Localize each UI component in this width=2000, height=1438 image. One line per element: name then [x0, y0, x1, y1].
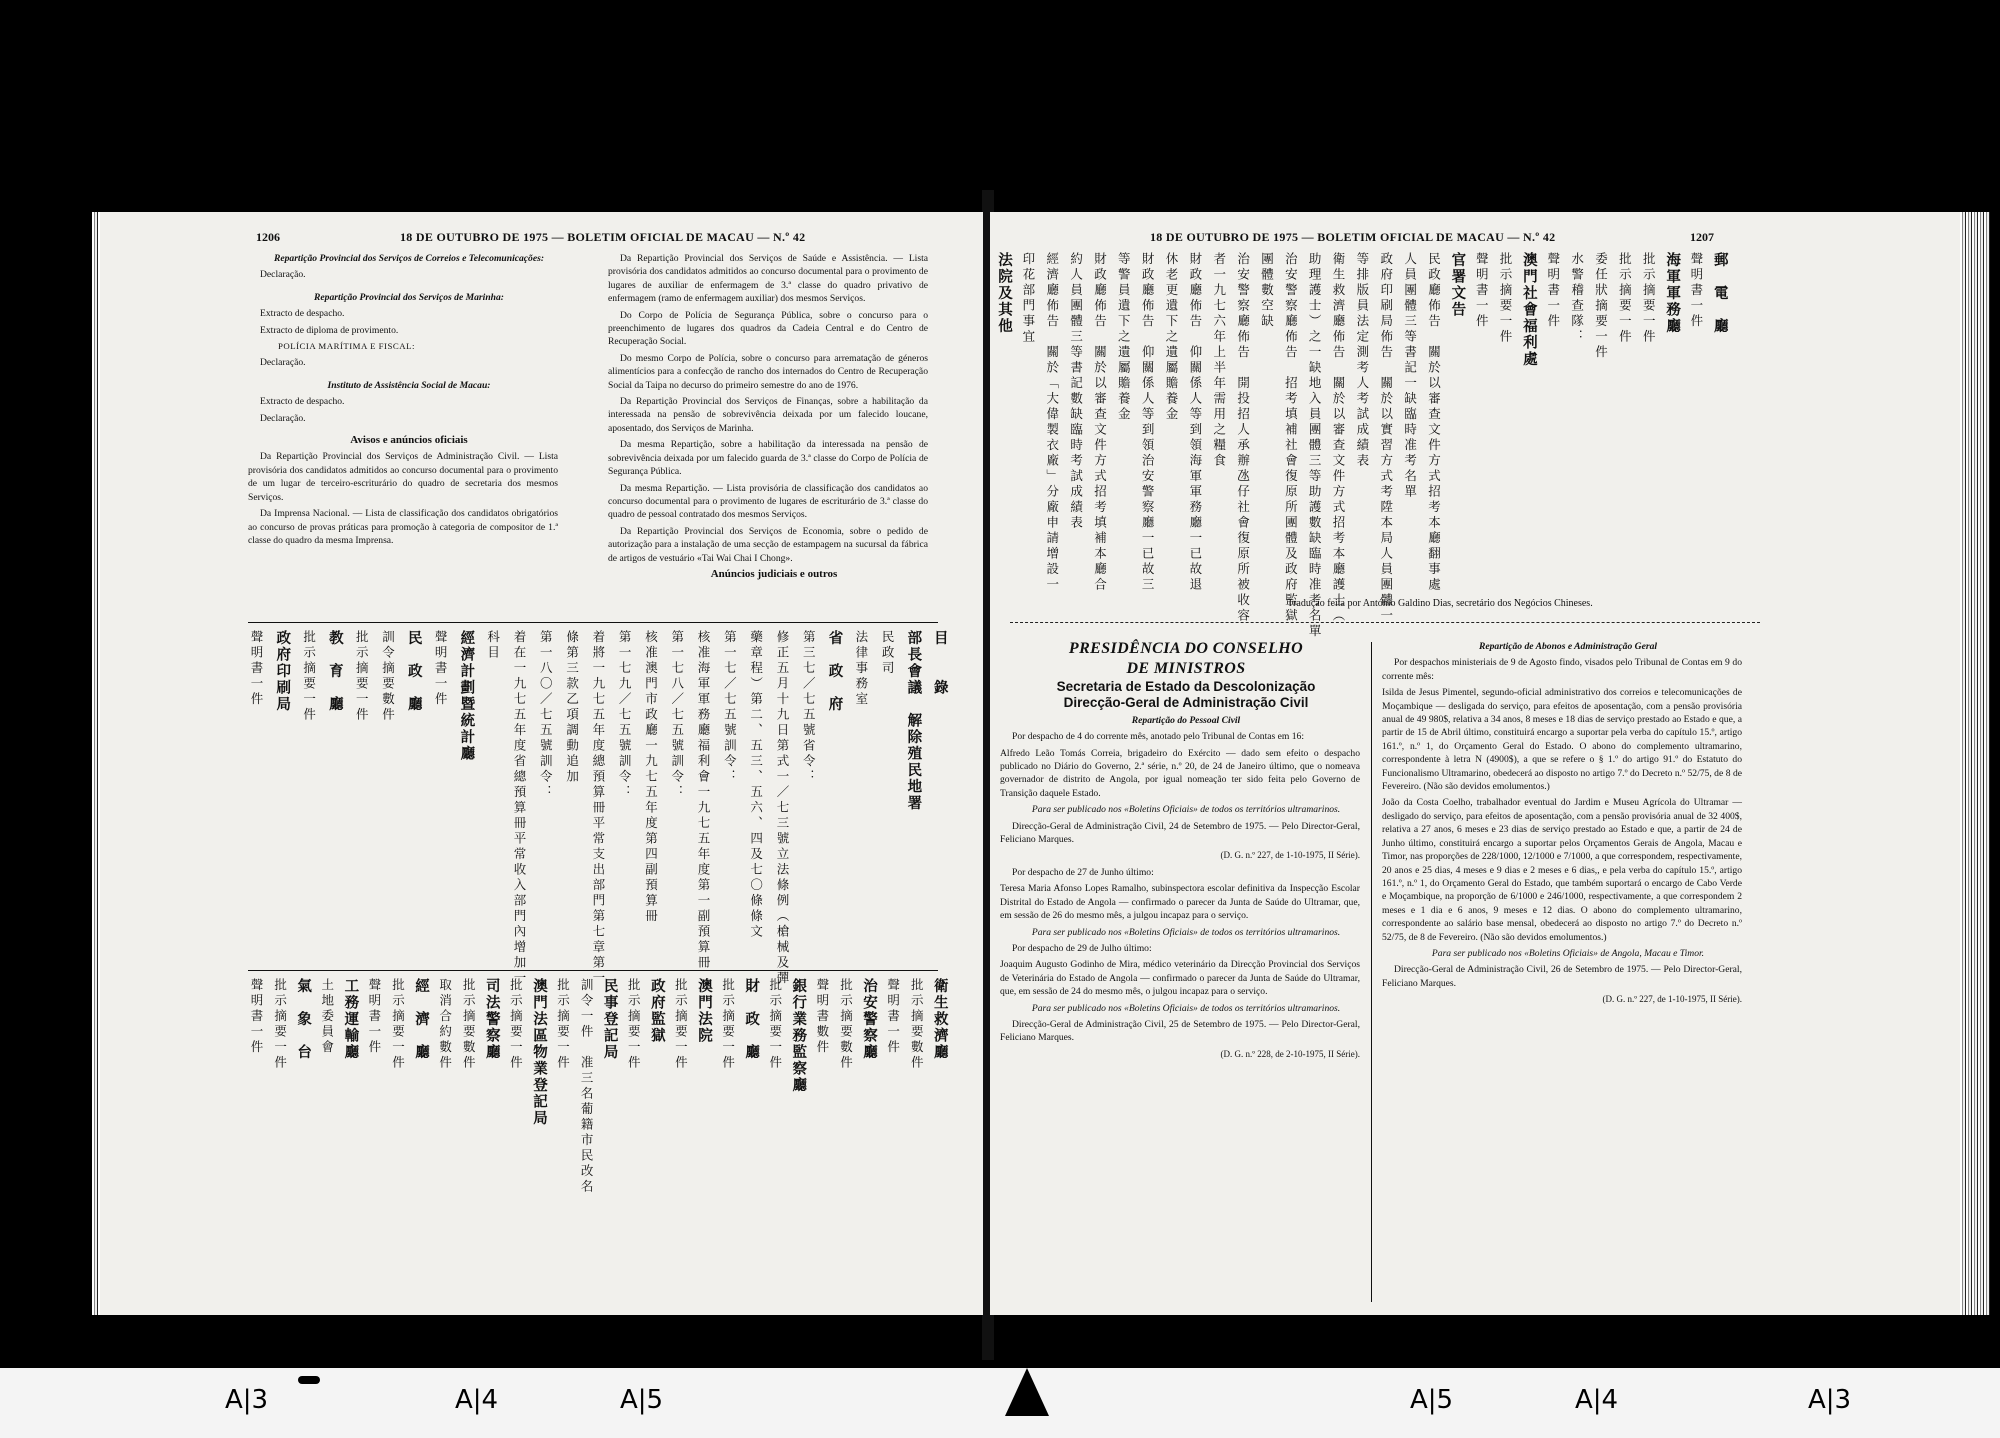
list-item: 印花部門事宜: [1020, 252, 1036, 345]
list-item: 聲明書數件: [814, 978, 830, 1056]
paragraph: Por despacho de 27 de Junho último:: [1012, 866, 1154, 878]
section-heading: 郵 電 廳: [1711, 252, 1728, 335]
film-notch: [1005, 1368, 1049, 1416]
list-item: 衛生救濟廳佈告 關於以審查文件方式招考本廳護士（: [1331, 252, 1347, 624]
list-item: 着在一九七五年度省總預算冊平常收入部門內增加一: [511, 630, 527, 987]
divider: [1010, 622, 1760, 623]
paragraph: Da mesma Repartição, sobre a habilitação da interessada na pensão de sobrevivência deixada por um falecido guarda de 3.ª classe do Corpo de Polícia de Segurança Pública.: [608, 439, 928, 478]
list-item: 核准海軍軍務廳福利會一九七五年度第一副預算冊: [696, 630, 712, 971]
list-item: 政府印刷局佈告 關於以實習方式考陞本局人員團體一: [1378, 252, 1394, 624]
reference: (D. G. n.º 227, de 1-10-1975, II Série).: [1602, 994, 1742, 1005]
section-heading: 澳門法區物業登記局: [530, 978, 547, 1127]
page-number: 1207: [1690, 230, 1714, 244]
subsection-heading: POLÍCIA MARÍTIMA E FISCAL:: [278, 341, 415, 352]
list-item: 聲明書一件: [249, 630, 264, 708]
film-mark: A|3: [1808, 1385, 1852, 1415]
right-page: [990, 212, 1975, 1315]
list-item: 條第三款乙項調動追加: [564, 630, 580, 785]
paragraph: Joaquim Augusto Godinho de Mira, médico veterinário da Direcção Provincial dos Serviços de Veterinária do Estado de Angola — confirmado o parecer da Junta de Saúde do Ultramar, que, em sessão de 24 do mesmo mês, o julgou incapaz para o serviço.: [1000, 959, 1360, 998]
paragraph: Da Repartição Provincial dos Serviços de Economia, sobre o pedido de autorização para a instalação de uma secção de estampagem na sucursal da fábrica de artigos de vestuário «Tai Wai Chai I Chong».: [608, 525, 928, 564]
list-item: 土地委員會: [319, 978, 335, 1056]
list-item: 治安警察廳佈告 開投招人承辦氹仔社會復原所被收容: [1235, 252, 1251, 624]
list-item: 批示摘要數件: [838, 978, 854, 1071]
right-column-2: [1382, 640, 1742, 1010]
film-mark: A|5: [1410, 1385, 1454, 1415]
list-item: 約人員團體三等書記數缺臨時考試成績表: [1068, 252, 1084, 531]
page-title: PRESIDÊNCIA DO CONSELHO: [1068, 640, 1304, 657]
section-heading: 民 政 廳: [405, 630, 422, 713]
list-item: 第三七／七五號省令：: [801, 630, 817, 785]
table-of-contents-upper: [248, 630, 948, 987]
list-item: 批示摘要數件: [461, 978, 477, 1071]
list-item: Extracto de despacho.: [260, 396, 345, 408]
section-heading: 部長會議 解除殖民地署: [905, 630, 922, 812]
section-heading: 經 濟 廳: [413, 978, 430, 1061]
paragraph: Da Repartição Provincial dos Serviços de Finanças, sobre a habilitação da interessada na pensão de sobrevivência deixada por um falecido loucane, aposentado, dos Serviços de Marinha.: [608, 396, 928, 434]
translation-note: Tradução feita por António Galdino Dias, secretário dos Negócios Chineses.: [1287, 598, 1593, 609]
column-rule: [1371, 642, 1372, 1302]
list-item: 修正五月十九日第式一／七三號立法條例（槍械及彈: [774, 630, 790, 987]
section-heading: 司法警察廳: [483, 978, 500, 1061]
film-mark: A|3: [225, 1385, 269, 1415]
list-item: 委任狀摘要一件: [1593, 252, 1609, 361]
list-item: Declaração.: [260, 269, 306, 281]
list-item: 批示摘要一件: [767, 978, 783, 1071]
list-item: 批示摘要數件: [909, 978, 925, 1071]
paragraph: Do mesmo Corpo de Polícia, sobre o concurso para arrematação de géneros alimentícios para a confecção de rancho dos internados do Centro de Recuperação Social da Taipa no decurso do primeiro semestre do ano de 1976.: [608, 352, 928, 391]
list-item: 水警稽查隊：: [1569, 252, 1585, 345]
list-item: 批示摘要一件: [1617, 252, 1633, 345]
list-item: 批示摘要一件: [1498, 252, 1514, 345]
list-item: 助理護士）之一缺地入員團體三等助護數缺臨時准考名單: [1307, 252, 1323, 640]
list-item: 批示摘要一件: [272, 978, 288, 1071]
paragraph: João da Costa Coelho, trabalhador eventual do Jardim e Museu Agrícola do Ultramar — desligado do serviço, para efeitos de aposentação, com a pensão provisória anual de 32 400$, relativa a 27 anos, 6 meses e 23 dias de serviço prestado ao Estado e que, a partir de 24 de Junho último, constituirá encargo a suportar pelos Orçamentos Gerais de Angola, Macau e Timor, nas proporções de 228/1000, 12/1000 e 7/1000, a que correspondem, respectivamente, 20 anos e 25 dias, 4 meses e 9 dias e 2 meses e 6 dias,, e pela verba do capítulo 15.º, artigo 161.º, n.º 1, do Orçamento Geral do Estado, que também suportará o encargo de Cabo Verde e Moçambique, na proporção de 6/1000 e 246/1000, respectivamente, a que correspondem 2 meses e 1 dia e 6 anos, 9 meses e 12 dias. O abono do complemento ultramarino, correspondente ao salário base mensal, obedecerá ao disposto no artigo 7.º do Decreto n.º 52/75, de 8 de Fevereiro. (Não são devidos emolumentos.): [1382, 797, 1742, 943]
section-heading: 氣 象 台: [295, 978, 312, 1061]
section-title: Anúncios judiciais e outros: [710, 567, 838, 580]
paragraph: Da Repartição Provincial dos Serviços de Administração Civil. — Lista provisória dos candidatos admitidos ao concurso documental para o provimento de um lugar de terceiro-escriturário do quadro de secretaria dos mesmos Serviços.: [248, 451, 558, 503]
list-item: 聲明書一件: [366, 978, 382, 1056]
section-heading: 政府印刷局: [274, 630, 291, 713]
list-item: 批示摘要一件: [354, 630, 370, 723]
page-title: DE MINISTROS: [1126, 660, 1246, 677]
list-item: 休老更遺下之遺屬贍養金: [1164, 252, 1180, 423]
list-item: 等排版員法定測考人考試成績表: [1354, 252, 1370, 469]
paragraph: Para ser publicado nos «Boletins Oficiais» de todos os territórios ultramarinos.: [1031, 804, 1341, 816]
list-item: 第一七八／七五號訓令：: [669, 630, 685, 801]
paragraph: Teresa Maria Afonso Lopes Ramalho, subinspectora escolar definitiva da Inspecção Escolar Distrital do Estado de Angola — confirmado o parecer da Junta de Saúde do Ultramar, que, em sessão de 26 do mesmo mês, a julgou incapaz para o serviço.: [1000, 883, 1360, 922]
paragraph: Alfredo Leão Tomás Correia, brigadeiro do Exército — dado sem efeito o despacho publicado no Diário do Governo, 2.ª série, n.º 20, de 24 de Janeiro último, que o nomeava governador de distrito de Angola, por igual nomeação ter sido feita pelo Governo de Transição daquele Estado.: [1000, 747, 1360, 799]
right-column-1: [1000, 640, 1360, 1064]
list-item: 聲明書一件: [1474, 252, 1490, 330]
page-header: 18 DE OUTUBRO DE 1975 — BOLETIM OFICIAL DE MACAU — N.º 42: [1150, 230, 1556, 244]
reference: (D. G. n.º 227, de 1-10-1975, II Série).: [1220, 850, 1360, 861]
list-item: 財政廳佈告 仰關係人等到領治安警察廳一已故三: [1140, 252, 1156, 593]
section-heading: 教 育 廳: [326, 630, 343, 713]
list-item: 者一九七六年上半年需用之糧食: [1211, 252, 1227, 469]
right-page-edge: [1960, 212, 1990, 1315]
film-mark: A|4: [455, 1385, 499, 1415]
paragraph: Do Corpo de Polícia de Segurança Pública, sobre o concurso para o preenchimento de lugares dos quadros da Cadeia Central e do Centro de Recuperação Social.: [608, 309, 928, 348]
list-item: Declaração.: [260, 412, 306, 424]
list-item: 財政廳佈告 仰關係人等到領海軍軍務廳一已故退: [1187, 252, 1203, 593]
section-heading: 海軍軍務廳: [1664, 252, 1681, 335]
section-heading: 目 錄: [931, 630, 948, 696]
list-item: 批示摘要一件: [301, 630, 317, 723]
paragraph: Direcção-Geral de Administração Civil, 25 de Setembro de 1975. — Pelo Director-Geral, Feliciano Marques.: [1000, 1018, 1360, 1044]
list-item: 聲明書一件: [885, 978, 901, 1056]
list-item: 第一八〇／七五號訓令：: [538, 630, 554, 801]
list-item: 批示摘要一件: [673, 978, 689, 1071]
section-heading: 經濟計劃暨統計廳: [458, 630, 475, 762]
list-item: 人員團體三等書記一缺臨時准考名單: [1402, 252, 1418, 500]
list-item: 民政廳佈告 關於以審查文件方式招考本廳翻事處: [1426, 252, 1442, 593]
section-heading: 財 政 廳: [743, 978, 760, 1061]
section-heading: Repartição Provincial dos Serviços de Marinha:: [313, 291, 504, 303]
section-heading: 政府監獄: [648, 978, 665, 1044]
paragraph: Por despacho de 29 de Julho último:: [1012, 942, 1152, 954]
list-item: 團體數空缺: [1259, 252, 1275, 330]
paragraph: Direcção-Geral de Administração Civil, 26 de Setembro de 1975. — Pelo Director-Geral, Feliciano Marques.: [1382, 964, 1742, 989]
section-heading: 法院及其他: [996, 252, 1012, 335]
paragraph: Direcção-Geral de Administração Civil, 24 de Setembro de 1975. — Pelo Director-Geral, Feliciano Marques.: [1000, 820, 1360, 846]
list-item: 經濟廳佈告 關於「大偉製衣廠」分廠申請增設一: [1044, 252, 1060, 593]
section-heading: Repartição do Pessoal Civil: [1131, 714, 1241, 726]
section-heading: 澳門社會福利處: [1520, 252, 1537, 368]
section-heading: 澳門法院: [695, 978, 712, 1044]
list-item: 批示摘要一件: [390, 978, 406, 1071]
list-item: 批示摘要一件: [1641, 252, 1657, 345]
list-item: 取消合約數件: [437, 978, 453, 1071]
paragraph: Da mesma Repartição. — Lista provisória de classificação dos candidatos ao concurso documental para o provimento de lugares de escriturário de 3.ª classe do quadro de pessoal contratado dos mesmos Serviços.: [608, 482, 928, 521]
section-heading: 民事登記局: [601, 978, 618, 1061]
list-item: Extracto de despacho.: [260, 308, 345, 320]
left-column-1: [248, 252, 558, 550]
list-item: 批示摘要一件: [626, 978, 642, 1071]
list-item: 藥章程）第二、五三、五六、四及七〇條條文: [748, 630, 764, 940]
list-item: 訓令一件 准三名葡籍市民改名: [579, 978, 595, 1195]
reference: (D. G. n.º 228, de 2-10-1975, II Série).: [1220, 1048, 1360, 1059]
film-mark: A|4: [1575, 1385, 1619, 1415]
list-item: 民政司: [880, 630, 896, 677]
section-title: Avisos e anúncios oficiais: [350, 434, 468, 447]
section-heading: 工務運輸廳: [342, 978, 359, 1061]
divider: [248, 970, 938, 971]
paragraph: Para ser publicado nos «Boletins Oficiais» de todos os territórios ultramarinos.: [1031, 926, 1341, 938]
section-heading: 銀行業務監察廳: [790, 978, 807, 1094]
list-item: Declaração.: [260, 357, 306, 369]
section-heading: 衛生救濟廳: [931, 978, 948, 1061]
list-item: 聲明書一件: [433, 630, 449, 708]
page-header: 18 DE OUTUBRO DE 1975 — BOLETIM OFICIAL DE MACAU — N.º 42: [400, 230, 806, 244]
section-heading: 官署文告: [1449, 252, 1466, 318]
table-of-contents-lower: [248, 978, 948, 1308]
film-mark: A|5: [620, 1385, 664, 1415]
list-item: 着將一九七五年度總預算冊平常支出部門第七章第一: [590, 630, 606, 987]
list-item: 等警員遺下之遺屬贍養金: [1116, 252, 1132, 423]
paragraph: Por despachos ministeriais de 9 de Agosto findo, visados pelo Tribunal de Contas em 9 do corrente mês:: [1382, 657, 1742, 682]
list-item: 訓令摘要數件: [380, 630, 396, 723]
list-item: 聲明書一件: [249, 978, 264, 1056]
list-item: 第一七／七五號訓令：: [722, 630, 738, 785]
page-number: 1206: [256, 230, 280, 244]
list-item: 批示摘要一件: [508, 978, 524, 1071]
left-column-2: [608, 252, 928, 584]
paragraph: Para ser publicado nos «Boletins Oficiais» de Angola, Macau e Timor.: [1431, 947, 1705, 959]
paragraph: Da Imprensa Nacional. — Lista de classificação dos candidatos obrigatórios ao concurso de provas práticas para promoção à categoria de compositor de 1.ª classe do quadro da mesma Imprensa.: [248, 508, 558, 546]
list-item: 財政廳佈告 關於以審查文件方式招考填補本廳合: [1092, 252, 1108, 593]
list-item: 第一七九／七五號訓令：: [617, 630, 633, 801]
list-item: 批示摘要一件: [720, 978, 736, 1071]
film-blot: [298, 1376, 320, 1384]
paragraph: Para ser publicado nos «Boletins Oficiais» de todos os territórios ultramarinos.: [1031, 1002, 1341, 1014]
paragraph: Por despacho de 4 do corrente mês, anotado pelo Tribunal de Contas em 16:: [1012, 731, 1305, 743]
list-item: 聲明書一件: [1688, 252, 1704, 330]
section-heading: Repartição de Abonos e Administração Geral: [1478, 641, 1658, 652]
list-item: 治安警察廳佈告 招考填補社會復原所團體及政府監獄: [1283, 252, 1299, 624]
paragraph: Da Repartição Provincial dos Serviços de Saúde e Assistência. — Lista provisória dos candidatos admitidos ao concurso documental para o provimento de lugares de auxiliar de enfermagem de 3.ª classe do quadro privativo de enfermagem (ramo de enfermagem auxiliar) dos mesmos Serviços.: [608, 253, 928, 305]
section-heading: Repartição Provincial dos Serviços de Correios e Telecomunicações:: [273, 253, 545, 264]
list-item: 聲明書一件: [1545, 252, 1561, 330]
paragraph: Isilda de Jesus Pimentel, segundo-oficial administrativo dos correios e telecomunicações de Moçambique — desligada do serviço, para efeitos de aposentação, com a pensão provisória anual de 49 980$, relativa a 34 anos, 8 meses e 18 dias de serviço prestado ao Estado e que, a partir de 15 de Abril último, constituirá encargo a suportar pela verba do capítulo 15.º, artigo 161.º, n.º 1, do Orçamento Geral do Estado. O abono do complemento ultramarino, correspondente à letra N (4900$), a que se refere o § 1.º do artigo 91.º do Estatuto do Funcionalismo Ultramarino, obedecerá ao disposto no artigo 7.º do Decreto n.º 52/75, de 8 de Fevereiro. (Não são devidos emolumentos.): [1382, 687, 1742, 793]
left-page: [100, 212, 983, 1315]
list-item: 批示摘要一件: [555, 978, 571, 1071]
subtitle: Direcção-Geral de Administração Civil: [1063, 695, 1309, 711]
section-heading: 治安警察廳: [861, 978, 878, 1061]
list-item: 核准澳門市政廳一九七五年度第四副預算冊: [643, 630, 659, 925]
list-item: 法律事務室: [853, 630, 869, 708]
subtitle: Secretaria de Estado da Descolonização: [1056, 679, 1316, 694]
list-item: Extracto de diploma de provimento.: [260, 324, 399, 336]
section-heading: 省 政 府: [826, 630, 843, 713]
list-item: 科目: [485, 630, 501, 661]
section-heading: Instituto de Assistência Social de Macau:: [327, 379, 491, 391]
divider: [248, 622, 938, 623]
